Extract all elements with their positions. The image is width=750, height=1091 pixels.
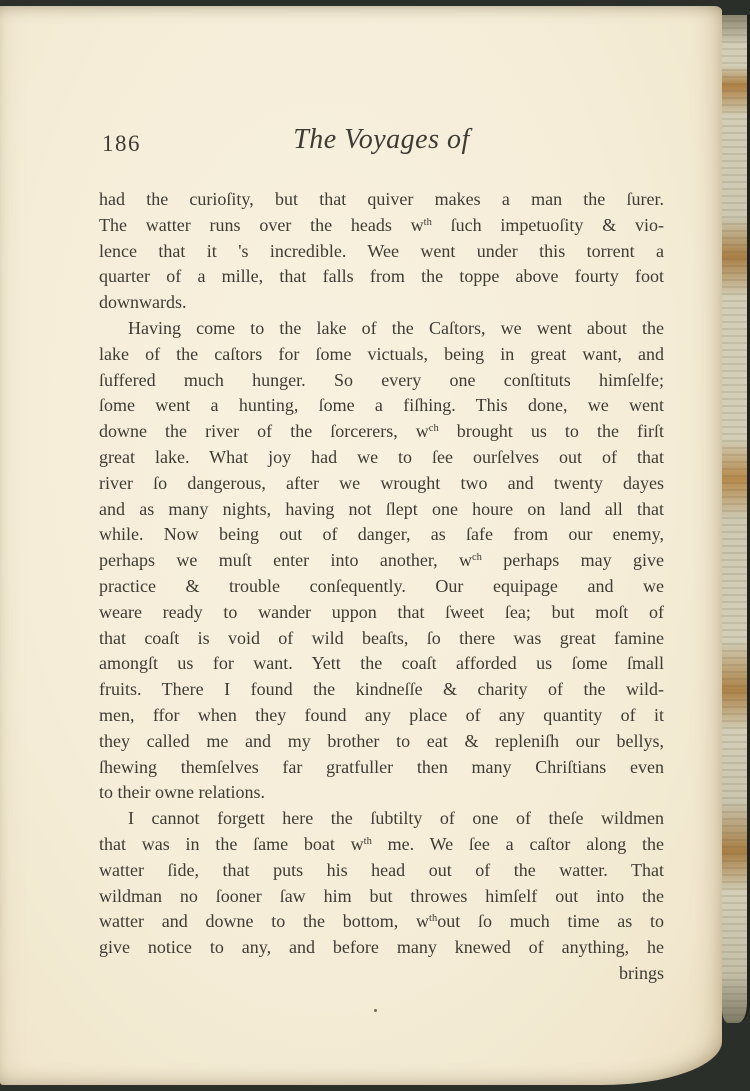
book-page xyxy=(0,6,722,1085)
text-line: ſuffered much hunger. So every one conſtituts himſelfe; xyxy=(99,369,664,390)
text-line: river ſo dangerous, after we wrought two and twenty dayes xyxy=(99,472,664,493)
text-line: fruits. There I found the kindneſſe & charity of the wild- xyxy=(99,679,664,700)
text-line: that was in the ſame boat $w^{th}$ me. We ſee a caſtor along the xyxy=(99,833,664,854)
text-line: men, ffor when they found any place of any quantity of it xyxy=(99,704,664,725)
superscript-abbreviation: th xyxy=(363,835,372,847)
catchword-line xyxy=(99,961,664,987)
text-line: that coaſt is void of wild beaſts, ſo there was great famine xyxy=(99,627,664,648)
text-line: great lake. What joy had we to ſee ourſelves out of that xyxy=(99,446,664,467)
superscript-abbreviation: ch xyxy=(471,552,482,564)
superscript-abbreviation: ch xyxy=(428,423,439,435)
text-line: amongſt us for want. Yett the coaſt afforded us ſome ſmall xyxy=(99,653,664,674)
catchword: brings xyxy=(619,962,664,983)
page-number: 186 xyxy=(102,131,141,156)
body-text xyxy=(99,187,664,987)
text-line: Having come to the lake of the Caſtors, we went about the xyxy=(128,317,664,338)
text-line: perhaps we muſt enter into another, $w^{ch}$ perhaps may give xyxy=(99,550,664,571)
text-line: they called me and my brother to eat & repleniſh our bellys, xyxy=(99,730,664,751)
text-line: while. Now being out of danger, as ſafe from our enemy, xyxy=(99,524,664,545)
text-line: quarter of a mille, that falls from the toppe above fourty foot xyxy=(99,266,664,287)
text-line: ſhewing themſelves far gratfuller then many Chriſtians even xyxy=(99,756,664,777)
text-line: to their owne relations. xyxy=(99,782,265,803)
book-fore-edge xyxy=(722,15,750,1023)
text-line: give notice to any, and before many knewed of anything, he xyxy=(99,937,664,958)
text-line: I cannot forgett here the ſubtilty of one of theſe wildmen xyxy=(128,808,664,829)
text-line: downe the river of the ſorcerers, $w^{ch}$ brought us to the firſt xyxy=(99,421,664,442)
text-line: and as many nights, having not ſlept one houre on land all that xyxy=(99,498,664,519)
ink-speck xyxy=(374,1009,377,1012)
text-line: watter and downe to the bottom, $w^{th}out$ ſo much time as to xyxy=(99,911,664,932)
text-line: downwards. xyxy=(99,292,187,313)
text-line: wildman no ſooner ſaw him but throwes himſelf out into the xyxy=(99,885,664,906)
text-line: The watter runs over the heads $w^{th}$ ſuch impetuoſity & vio- xyxy=(99,214,664,235)
paragraphs xyxy=(99,187,664,961)
text-line: ſome went a hunting, ſome a fiſhing. This done, we went xyxy=(99,395,664,416)
superscript-abbreviation: th xyxy=(423,216,432,228)
superscript-abbreviation: th xyxy=(429,913,438,925)
running-title: The Voyages of xyxy=(293,124,470,155)
text-line: had the curioſity, but that quiver makes a man the ſurer. xyxy=(99,189,664,209)
text-line: weare ready to wander uppon that ſweet ſea; but moſt of xyxy=(99,601,664,622)
text-line: practice & trouble conſequently. Our equipage and we xyxy=(99,575,664,596)
text-line: lence that it 's incredible. Wee went under this torrent a xyxy=(99,240,664,261)
text-line: lake of the caſtors for ſome victuals, being in great want, and xyxy=(99,343,664,364)
text-line: watter ſide, that puts his head out of the watter. That xyxy=(99,859,664,880)
page-header xyxy=(99,124,664,166)
